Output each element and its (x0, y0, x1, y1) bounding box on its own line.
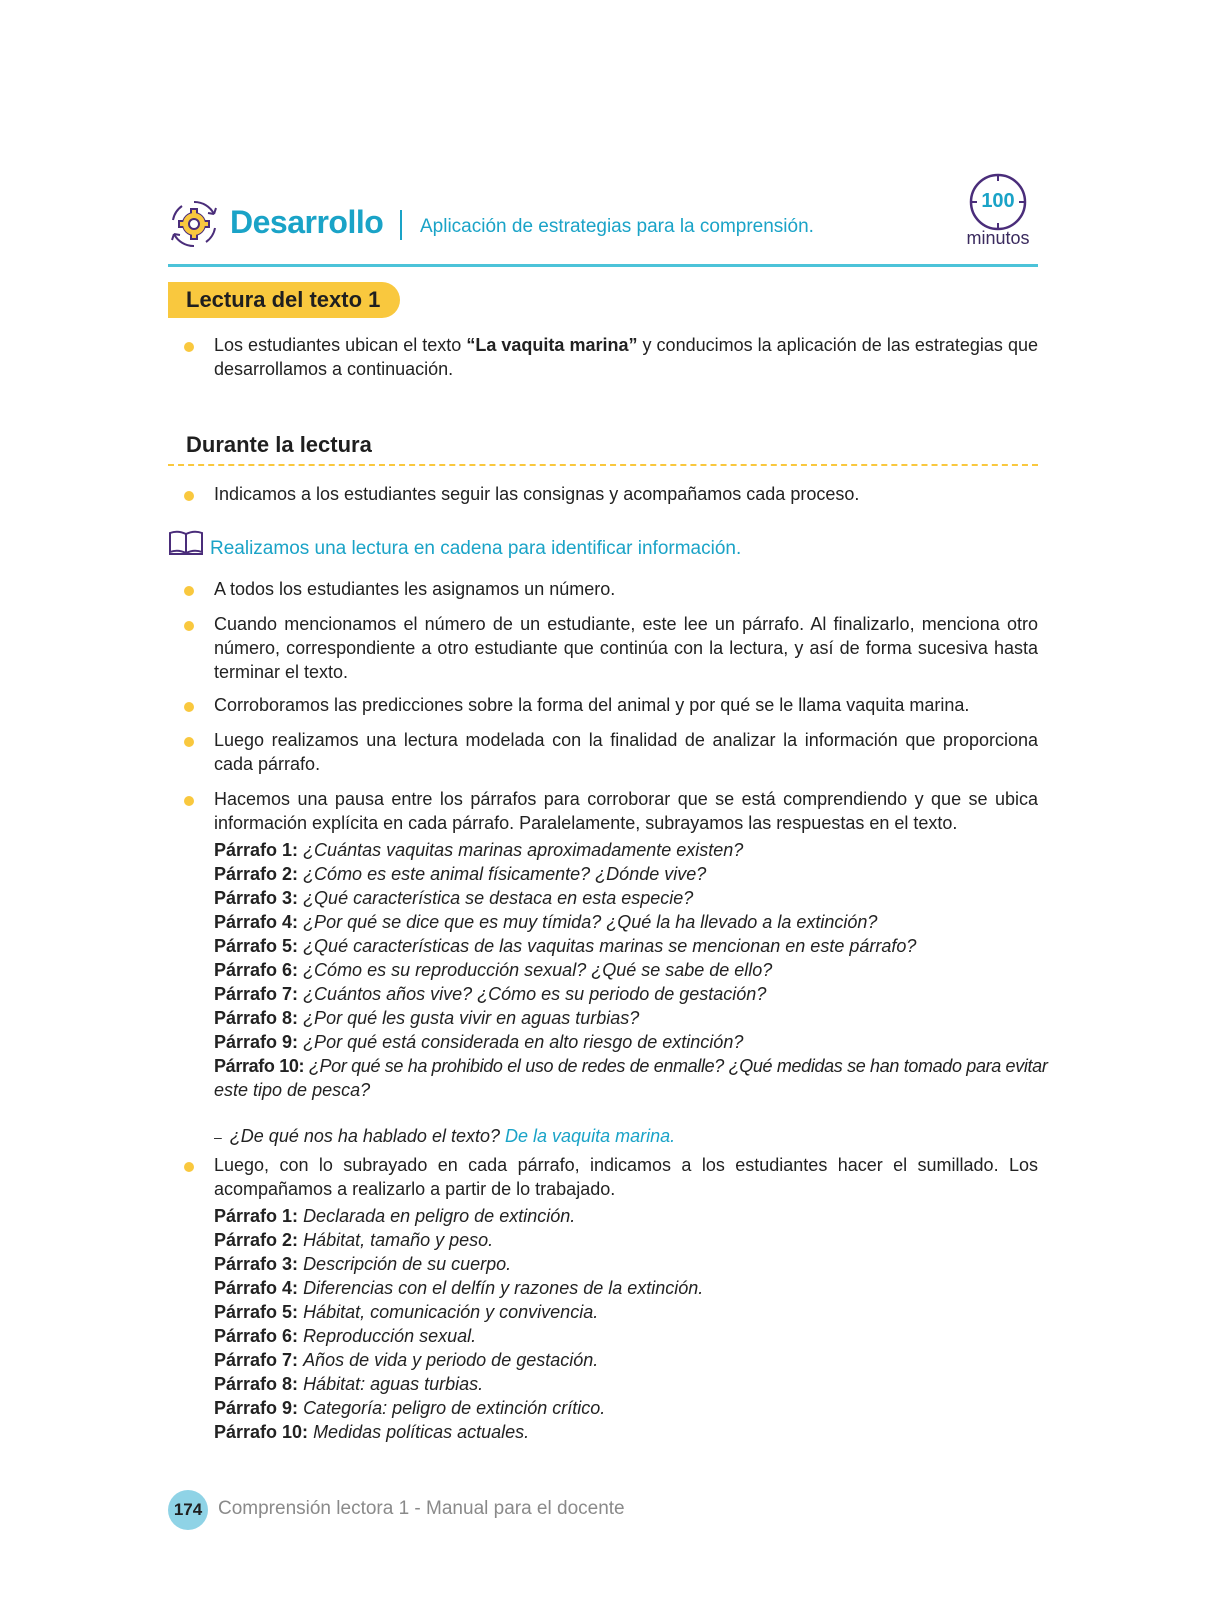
list-item: Párrafo 8: ¿Por qué les gusta vivir en aguas turbias? (214, 1008, 640, 1028)
intro-paragraph (214, 333, 1038, 381)
list-item: Párrafo 5: ¿Qué características de las vaquitas marinas se mencionan en este párrafo? (214, 936, 917, 956)
list-item-continuation: este tipo de pesca? (214, 1080, 371, 1100)
dash: – (214, 1129, 222, 1145)
list-item: Párrafo 5: Hábitat, comunicación y convivencia. (214, 1302, 599, 1322)
summary-answer: De la vaquita marina. (505, 1126, 676, 1146)
bullet-dot (184, 621, 194, 631)
section-title: Desarrollo (230, 204, 384, 240)
instruction-paragraph: Indicamos a los estudiantes seguir las consignas y acompañamos cada proceso. (214, 484, 860, 504)
list-item: Párrafo 9: Categoría: peligro de extinción crítico. (214, 1398, 606, 1418)
list-item: Párrafo 3: Descripción de su cuerpo. (214, 1254, 512, 1274)
list-item: Cuando mencionamos el número de un estudiante, este lee un párrafo. Al finalizarlo, menciona otro número, correspondiente a otro estudiante que continúa con la lectura, y así de forma sucesiva hasta terminar el texto. (214, 614, 1038, 682)
summary-question (214, 1124, 1044, 1149)
list-item: Párrafo 2: ¿Cómo es este animal físicamente? ¿Dónde vive? (214, 864, 707, 884)
header-rule (168, 264, 1038, 267)
footer-text: Comprensión lectora 1 - Manual para el docente (218, 1498, 625, 1519)
timer-badge (956, 172, 1040, 252)
list-item: Párrafo 10: ¿Por qué se ha prohibido el uso de redes de enmalle? ¿Qué medidas se han tomado para evitar (214, 1056, 1048, 1076)
list-item: Hacemos una pausa entre los párrafos para corroborar que se está comprendiendo y que se ubica información explícita en cada párrafo. Paralelamente, subrayamos las respuestas en el texto. (214, 789, 1038, 833)
timer-value: 100 (981, 190, 1015, 212)
section-tag-label: Lectura del texto 1 (186, 287, 381, 312)
bullet-dot (184, 1162, 194, 1172)
gear-icon (168, 198, 220, 250)
list-item: Párrafo 8: Hábitat: aguas turbias. (214, 1374, 484, 1394)
section-tag (168, 282, 400, 318)
timer-unit: minutos (966, 228, 1030, 248)
section-header (168, 172, 1038, 268)
section-subtitle: Aplicación de estrategias para la comprensión. (420, 216, 814, 237)
list-item: A todos los estudiantes les asignamos un número. (214, 579, 616, 599)
list-item: Párrafo 6: ¿Cómo es su reproducción sexual? ¿Qué se sabe de ello? (214, 960, 773, 980)
bullet-dot (184, 702, 194, 712)
bullet-dot (184, 796, 194, 806)
page-number: 174 (168, 1490, 208, 1530)
bullet-dot (184, 342, 194, 352)
question-list (214, 838, 1048, 1102)
list-item: Párrafo 7: Años de vida y periodo de gestación. (214, 1350, 599, 1370)
list-item: Párrafo 2: Hábitat, tamaño y peso. (214, 1230, 494, 1250)
list-item: Párrafo 6: Reproducción sexual. (214, 1326, 477, 1346)
title-divider (400, 210, 402, 240)
list-item: Párrafo 1: Declarada en peligro de extinción. (214, 1206, 576, 1226)
bullet-dot (184, 586, 194, 596)
subsection-heading: Durante la lectura (186, 432, 372, 457)
list-item: Párrafo 1: ¿Cuántas vaquitas marinas aproximadamente existen? (214, 840, 744, 860)
bullet-dot (184, 491, 194, 501)
list-item: Párrafo 7: ¿Cuántos años vive? ¿Cómo es su periodo de gestación? (214, 984, 767, 1004)
summary-question-text: ¿De qué nos ha hablado el texto? (229, 1126, 500, 1146)
intro-prefix: Los estudiantes ubican el texto (214, 335, 467, 355)
list-item: Párrafo 3: ¿Qué característica se destaca en esta especie? (214, 888, 694, 908)
list-item: Luego, con lo subrayado en cada párrafo, indicamos a los estudiantes hacer el sumillado. Los acompañamos a realizarlo a partir de lo trabajado. (214, 1155, 1038, 1199)
intro-text-title: “La vaquita marina” (466, 335, 638, 355)
intro-suffix: y conducimos la aplicación de las estrategias que desarrollamos a continuación. (214, 335, 1038, 379)
list-item: Párrafo 4: ¿Por qué se dice que es muy tímida? ¿Qué la ha llevado a la extinción? (214, 912, 878, 932)
list-item: Párrafo 10: Medidas políticas actuales. (214, 1422, 530, 1442)
open-book-icon (168, 530, 204, 556)
list-item: Párrafo 4: Diferencias con el delfín y razones de la extinción. (214, 1278, 704, 1298)
bullet-dot (184, 737, 194, 747)
activity-title: Realizamos una lectura en cadena para identificar información. (210, 538, 742, 559)
list-item: Párrafo 9: ¿Por qué está considerada en alto riesgo de extinción? (214, 1032, 744, 1052)
list-item: Luego realizamos una lectura modelada con la finalidad de analizar la información que proporciona cada párrafo. (214, 730, 1038, 774)
dashed-divider (168, 464, 1038, 466)
summary-list (214, 1204, 1044, 1444)
list-item: Corroboramos las predicciones sobre la forma del animal y por qué se le llama vaquita marina. (214, 695, 970, 715)
